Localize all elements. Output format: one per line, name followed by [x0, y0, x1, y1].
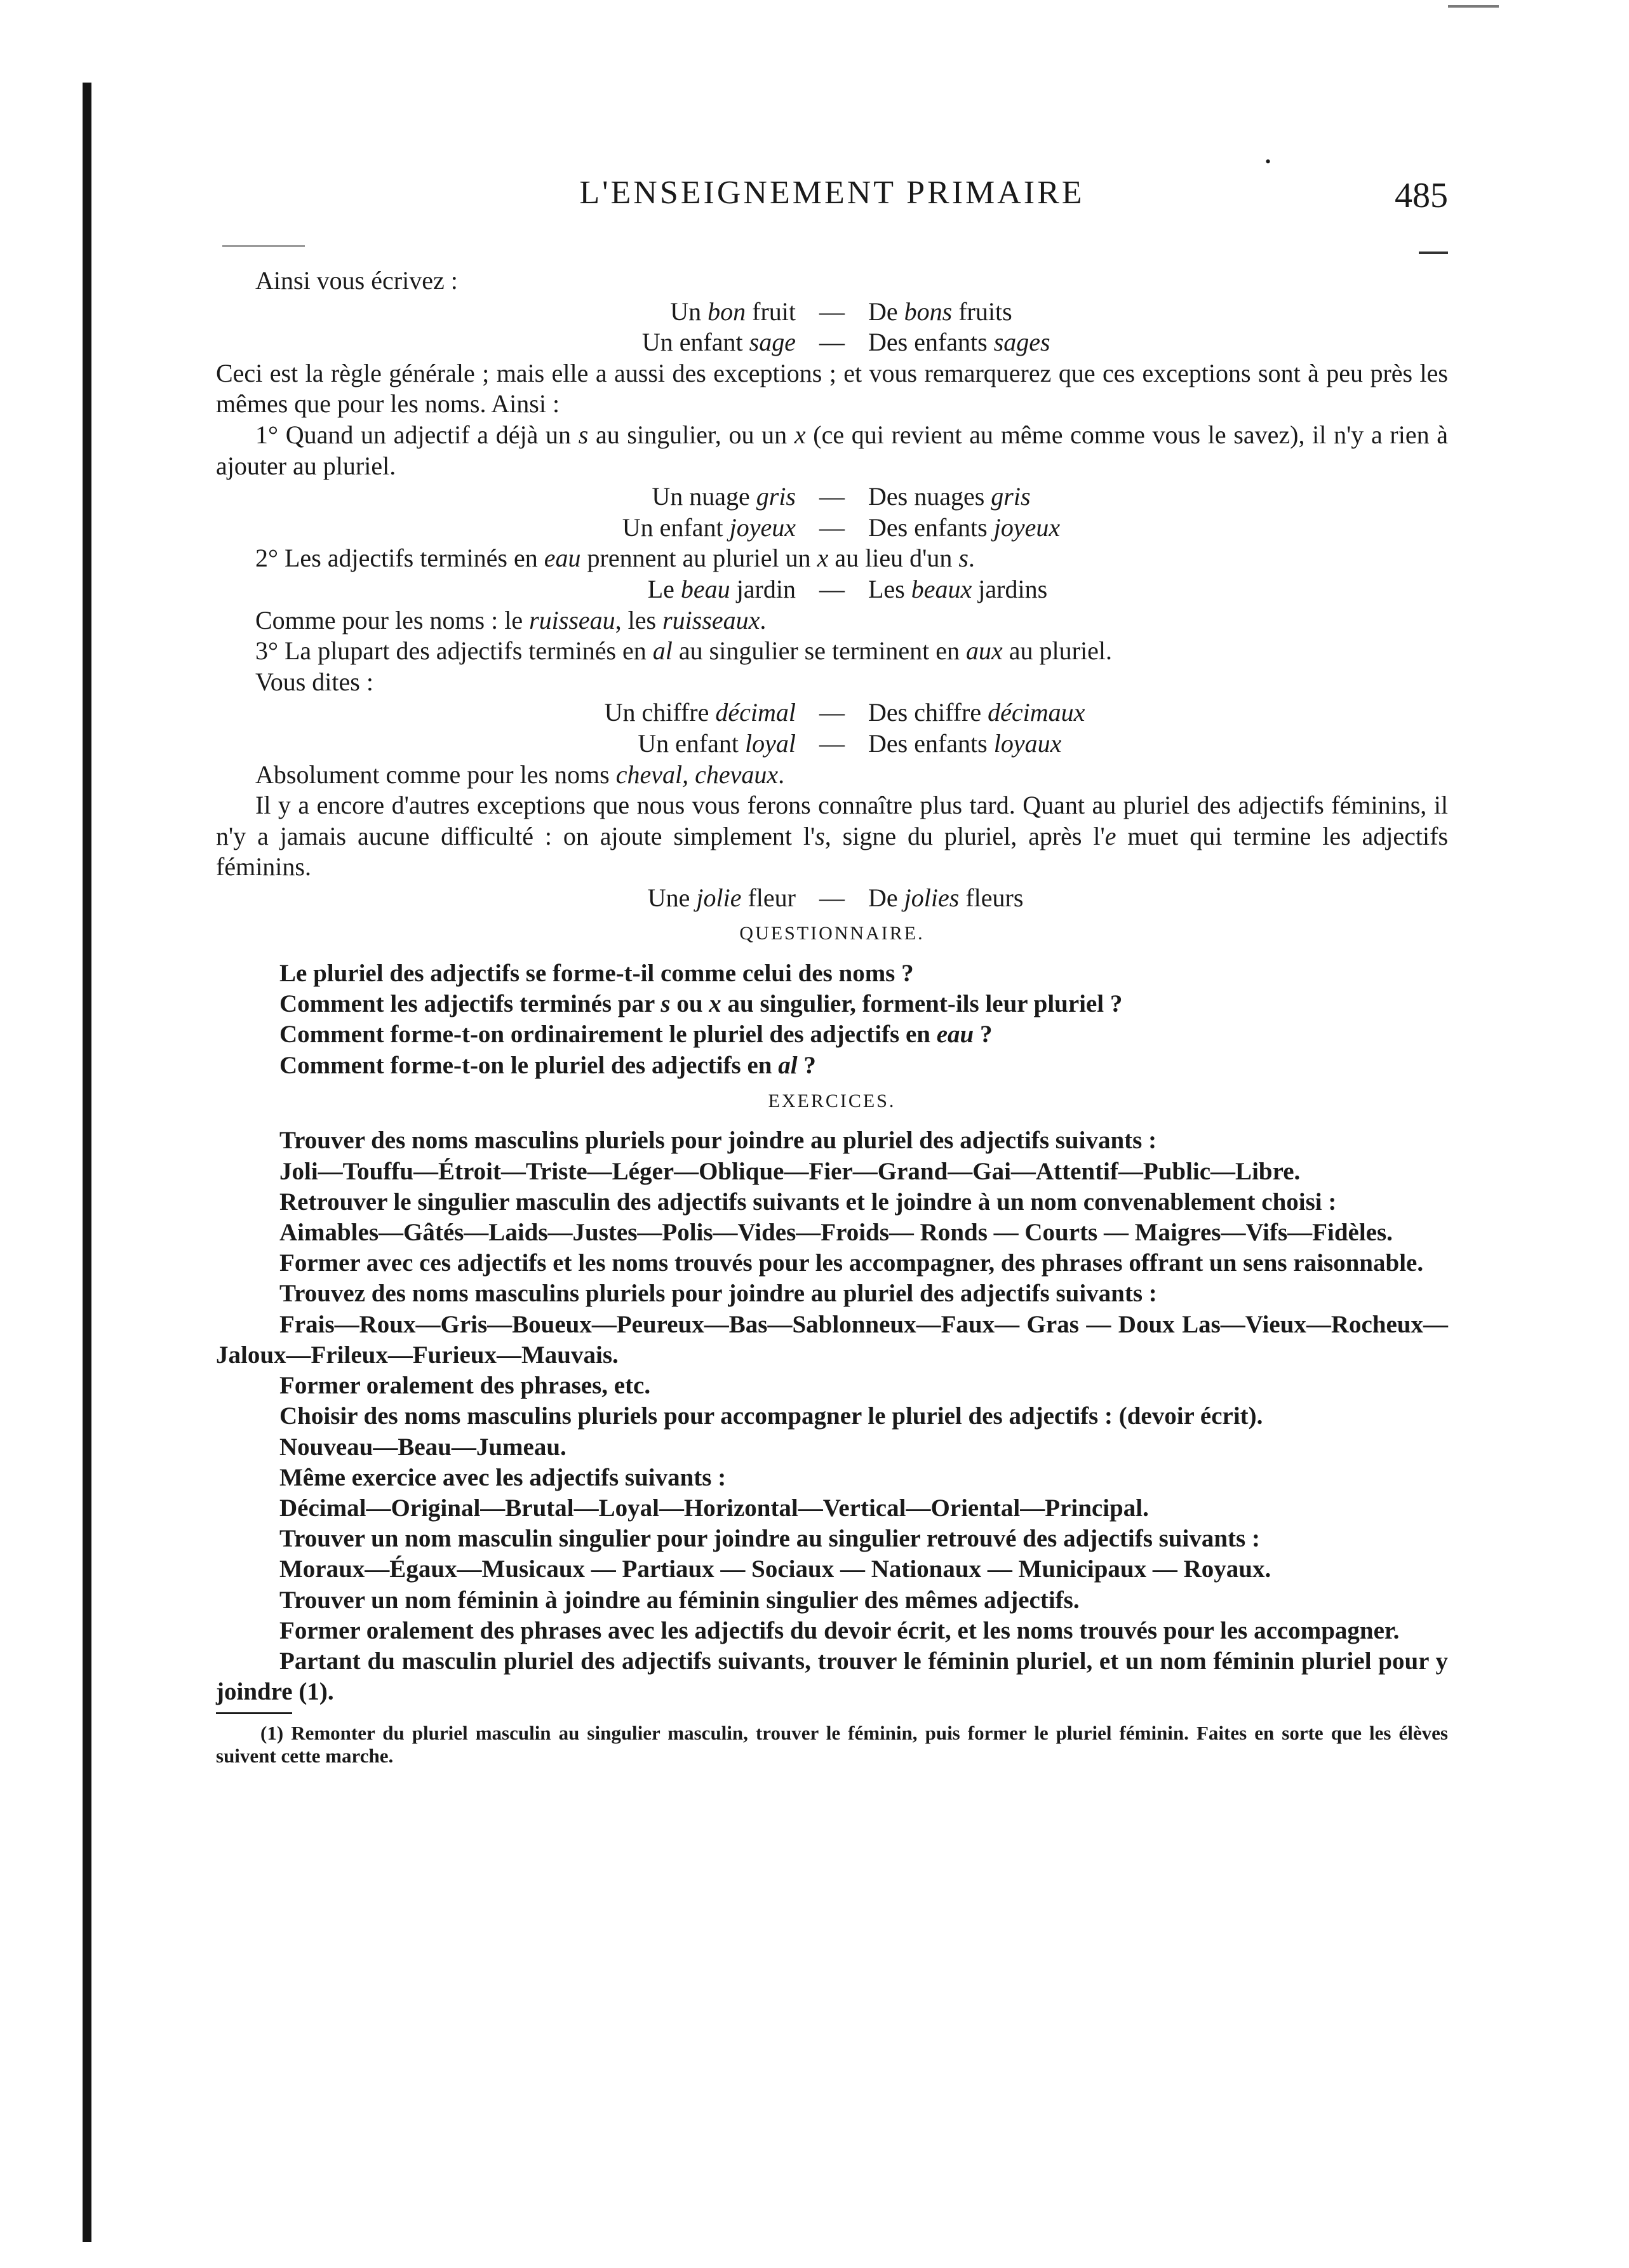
page-binding-edge: [83, 83, 91, 2242]
exercise-line: Joli—Touffu—Étroit—Triste—Léger—Oblique—Fier—Grand—Gai—Attentif—Public—Libre.: [279, 1157, 1301, 1185]
question-item: Comment forme-t-on le pluriel des adjectifs en al ?: [279, 1051, 816, 1079]
example-row: Le beau jardin — Les beaux jardins: [647, 574, 1048, 603]
exercise-line: Frais—Roux—Gris—Boueux—Peureux—Bas—Sablonneux—Faux— Gras — Doux Las—Vieux—Rocheux—Jaloux—Frileux—Furieux—Mauvais.: [216, 1310, 1448, 1369]
exercise-line: Nouveau—Beau—Jumeau.: [279, 1433, 566, 1461]
exercise-line: Partant du masculin pluriel des adjectifs suivants, trouver le féminin pluriel, et un nom féminin pluriel pour y joindre (1).: [216, 1647, 1448, 1706]
questionnaire-section: [216, 958, 1448, 1081]
exercise-line: Former oralement des phrases avec les adjectifs du devoir écrit, et les noms trouvés pour les accompagner.: [279, 1616, 1400, 1644]
header-speckle-left: [222, 245, 305, 247]
comme-noms-line: Comme pour les noms : le ruisseau, les ruisseaux.: [255, 605, 767, 634]
autres-exceptions-paragraph: Il y a encore d'autres exceptions que nous vous ferons connaître plus tard. Quant au pluriel des adjectifs féminins, il n'y a jamais aucune difficulté : on ajoute simplement l's, signe du pluriel, après l'e muet qui termine les adjectifs féminins.: [216, 791, 1449, 882]
running-title: L'ENSEIGNEMENT PRIMAIRE: [579, 175, 1085, 211]
exercise-line: Retrouver le singulier masculin des adjectifs suivants et le joindre à un nom convenablement choisi :: [279, 1188, 1337, 1216]
page-content: [216, 171, 1448, 2236]
exercices-heading: EXERCICES.: [768, 1090, 896, 1111]
exercise-line: Moraux—Égaux—Musicaux — Partiaux — Sociaux — Nationaux — Municipaux — Royaux.: [279, 1555, 1271, 1583]
rule-2-paragraph: 2° Les adjectifs terminés en eau prennent au pluriel un x au lieu d'un s.: [255, 544, 975, 573]
exercise-line: Aimables—Gâtés—Laids—Justes—Polis—Vides—Froids— Ronds — Courts — Maigres—Vifs—Fidèles.: [279, 1219, 1393, 1247]
top-edge-rule: [1448, 5, 1499, 8]
exercise-line: Trouver un nom masculin singulier pour joindre au singulier retrouvé des adjectifs suivants :: [279, 1525, 1260, 1553]
vous-dites-line: Vous dites :: [255, 667, 373, 696]
rule-1-paragraph: 1° Quand un adjectif a déjà un s au singulier, ou un x (ce qui revient au même comme vous le savez), il n'y a rien à ajouter au pluriel.: [216, 420, 1449, 480]
example-row: Un enfant joyeux — Des enfants joyeux: [622, 513, 1061, 542]
questionnaire-heading: QUESTIONNAIRE.: [739, 923, 925, 944]
exercise-line: Trouver des noms masculins pluriels pour joindre au pluriel des adjectifs suivants :: [279, 1127, 1157, 1155]
question-item: Le pluriel des adjectifs se forme-t-il comme celui des noms ?: [279, 960, 914, 988]
page-number: 485: [1395, 176, 1448, 215]
footnote: (1) Remonter du pluriel masculin au singulier masculin, trouver le féminin, puis former le pluriel féminin. Faites en sorte que les élèves suivent cette marche.: [216, 1722, 1448, 1768]
exercise-line: Trouvez des noms masculins pluriels pour joindre au pluriel des adjectifs suivants :: [279, 1280, 1157, 1308]
header-rule-row: [216, 226, 1448, 265]
header-speckle-right: [1419, 252, 1448, 254]
question-item: Comment les adjectifs terminés par s ou x au singulier, forment-ils leur pluriel ?: [279, 990, 1123, 1018]
stray-bullet-mark: •: [1265, 152, 1271, 171]
absolument-line: Absolument comme pour les noms cheval, chevaux.: [255, 760, 785, 789]
example-row: Un bon fruit — De bons fruits: [670, 297, 1012, 326]
question-item: Comment forme-t-on ordinairement le pluriel des adjectifs en eau ?: [279, 1021, 993, 1049]
example-row: Un chiffre décimal — Des chiffre décimaux: [604, 698, 1085, 727]
page-header: [216, 171, 1448, 226]
example-row: Un enfant sage — Des enfants sages: [641, 328, 1050, 357]
exercise-line: Décimal—Original—Brutal—Loyal—Horizontal—Vertical—Oriental—Principal.: [279, 1494, 1149, 1522]
exercise-line: Trouver un nom féminin à joindre au féminin singulier des mêmes adjectifs.: [279, 1586, 1080, 1614]
exercise-line: Même exercice avec les adjectifs suivants :: [279, 1463, 727, 1491]
rule-3-paragraph: 3° La plupart des adjectifs terminés en al au singulier se terminent en aux au pluriel.: [255, 636, 1112, 666]
example-row: Une jolie fleur — De jolies fleurs: [647, 883, 1024, 912]
rule-general-paragraph: Ceci est la règle générale ; mais elle a aussi des exceptions ; et vous remarquerez que ces exceptions sont à peu près les mêmes que pour les noms. Ainsi :: [216, 358, 1448, 419]
exercise-line: Choisir des noms masculins pluriels pour accompagner le pluriel des adjectifs : (devoir écrit).: [279, 1402, 1263, 1430]
example-row: Un enfant loyal — Des enfants loyaux: [638, 728, 1062, 758]
exercise-line: Former oralement des phrases, etc.: [279, 1372, 651, 1400]
exercise-line: Former avec ces adjectifs et les noms trouvés pour les accompagner, des phrases offrant un sens raisonnable.: [279, 1249, 1424, 1277]
exercices-section: [216, 1125, 1448, 1707]
intro-line: Ainsi vous écrivez :: [255, 266, 458, 295]
example-row: Un nuage gris — Des nuages gris: [652, 482, 1031, 511]
footnote-rule: [216, 1712, 292, 1714]
